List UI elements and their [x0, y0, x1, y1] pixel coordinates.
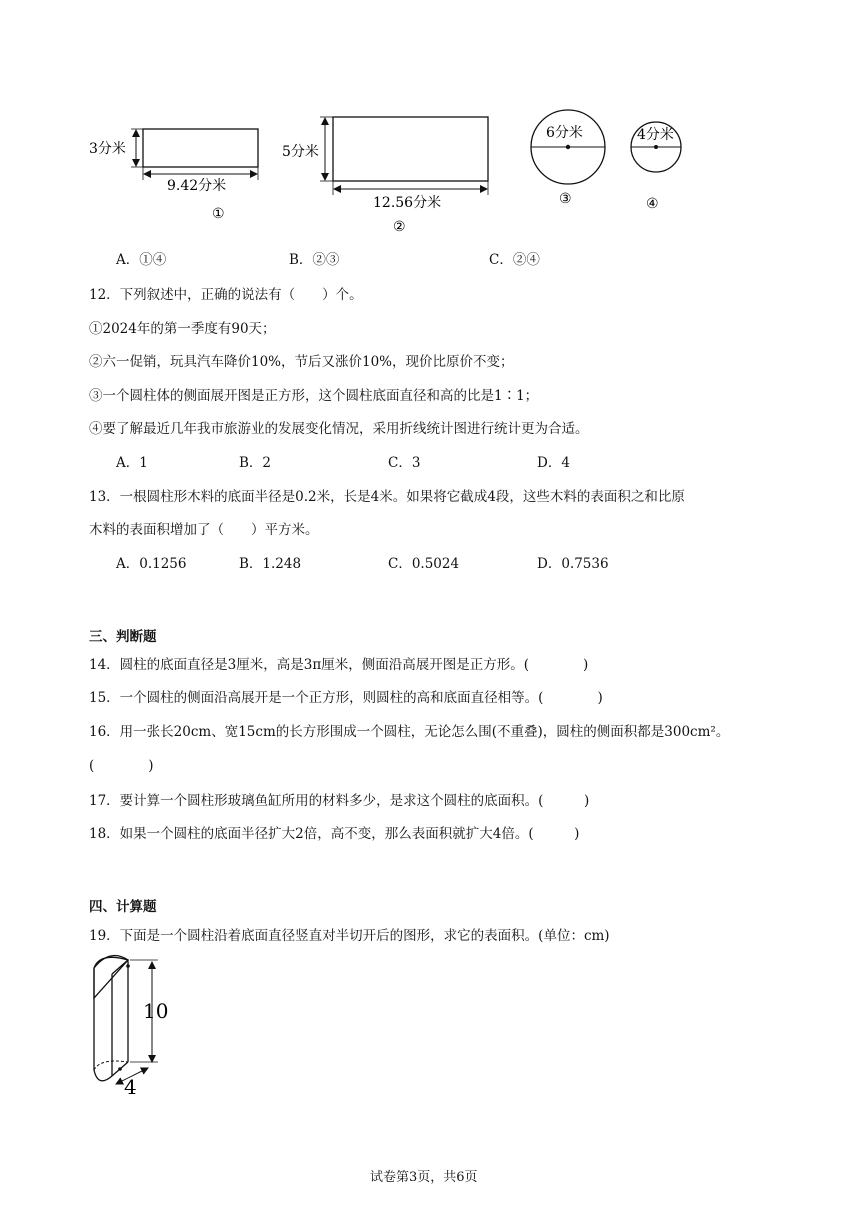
section-4-title: 四、计算题 — [89, 899, 157, 915]
q16-text: 16．用一张长20cm、宽15cm的长方形围成一个圆柱，无论怎么围(不重叠)，圆柱的侧面积都是300cm²。 — [89, 724, 730, 740]
q13-option-a: A．0.1256 — [116, 556, 187, 572]
q19-height-label: 10 — [143, 999, 169, 1023]
q11-option-b: B．②③ — [289, 252, 340, 268]
figure-3-diameter-label: 6分米 — [546, 125, 583, 141]
figure-2-width-label: 12.56分米 — [373, 195, 442, 211]
q16-paren: ( ) — [89, 758, 154, 774]
figure-4-diameter-label: 4分米 — [637, 127, 674, 143]
section-3-title: 三、判断题 — [89, 629, 157, 645]
q12-statement-4: ④要了解最近几年我市旅游业的发展变化情况，采用折线统计图进行统计更为合适。 — [89, 421, 589, 437]
q12-stem: 12．下列叙述中，正确的说法有（ ）个。 — [89, 287, 363, 303]
q13-option-b: B．1.248 — [239, 556, 302, 572]
q13-option-d: D．0.7536 — [537, 556, 609, 572]
q12-statement-3: ③一个圆柱体的侧面展开图是正方形，这个圆柱底面直径和高的比是1∶1； — [89, 388, 539, 404]
figure-3-circle — [531, 110, 605, 207]
page-footer: 试卷第3页，共6页 — [370, 1170, 478, 1185]
q11-option-a: A．①④ — [116, 252, 167, 268]
q13-option-c: C．0.5024 — [388, 556, 460, 572]
q12-option-d: D．4 — [537, 455, 570, 471]
q15-text: 15．一个圆柱的侧面沿高展开是一个正方形，则圆柱的高和底面直径相等。( ) — [89, 690, 603, 706]
q17-text: 17．要计算一个圆柱形玻璃鱼缸所用的材料多少，是求这个圆柱的底面积。( ) — [89, 793, 590, 809]
q12-statement-1: ①2024年的第一季度有90天； — [89, 321, 276, 337]
q14-text: 14．圆柱的底面直径是3厘米，高是3π厘米，侧面沿高展开图是正方形。( ) — [89, 657, 589, 673]
q12-statement-2: ②六一促销，玩具汽车降价10%，节后又涨价10%，现价比原价不变； — [89, 354, 514, 370]
q19-diameter-label: 4 — [124, 1075, 137, 1099]
q12-option-c: C．3 — [388, 455, 421, 471]
q11-figures — [0, 0, 860, 240]
figure-1-width-label: 9.42分米 — [167, 178, 227, 194]
figure-3-number: ③ — [559, 191, 572, 207]
figure-1-rectangle — [89, 129, 258, 222]
q11-option-c: C．②④ — [489, 252, 540, 268]
figure-2-height-label: 5分米 — [282, 144, 319, 160]
q12-option-a: A．1 — [116, 455, 148, 471]
q13-line-1: 13．一根圆柱形木料的底面半径是0.2米，长是4米。如果将它截成4段，这些木料的表面积之和比原 — [89, 489, 685, 505]
figure-4-circle — [631, 122, 681, 212]
figure-2-number: ② — [393, 219, 406, 235]
figure-4-number: ④ — [646, 196, 659, 212]
figure-2-rectangle — [282, 117, 488, 235]
q18-text: 18．如果一个圆柱的底面半径扩大2倍，高不变，那么表面积就扩大4倍。( ) — [89, 826, 580, 842]
figure-1-height-label: 3分米 — [89, 141, 126, 157]
q13-line-2: 木料的表面积增加了（ ）平方米。 — [89, 522, 319, 538]
q12-option-b: B．2 — [239, 455, 272, 471]
figure-1-number: ① — [212, 206, 225, 222]
q19-half-cylinder-figure — [80, 950, 280, 1110]
q19-text: 19．下面是一个圆柱沿着底面直径竖直对半切开后的图形，求它的表面积。(单位：cm) — [89, 928, 610, 944]
